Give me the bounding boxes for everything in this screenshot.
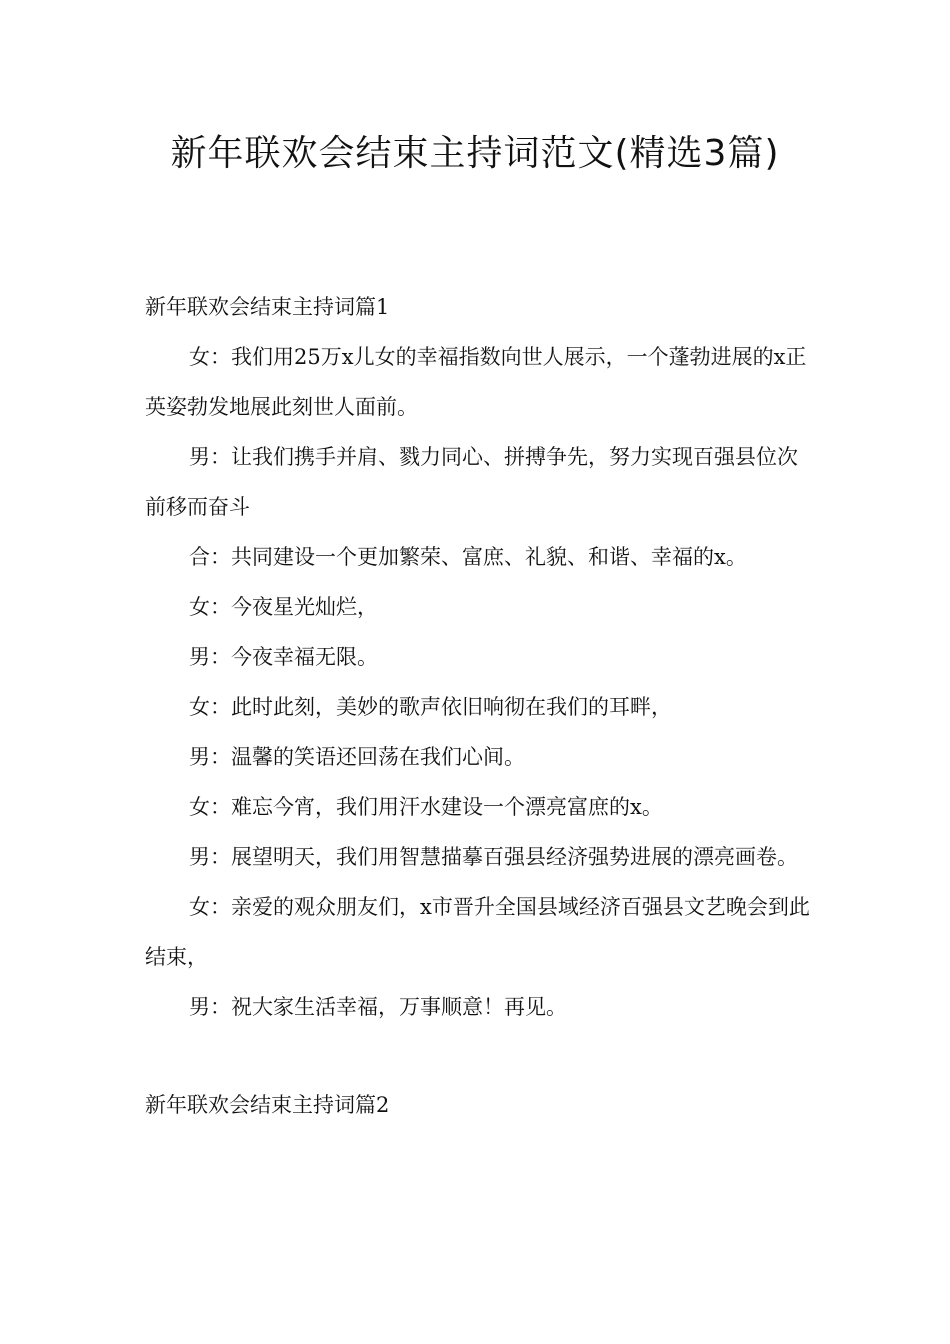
dialogue-paragraph: 女：亲爱的观众朋友们，x市晋升全国县域经济百强县文艺晚会到此结束， — [145, 895, 810, 969]
dialogue-paragraph: 女：今夜星光灿烂， — [189, 595, 378, 619]
dialogue-paragraph: 男：温馨的笑语还回荡在我们心间。 — [189, 745, 525, 769]
dialogue-paragraph: 男：今夜幸福无限。 — [189, 645, 378, 669]
document-body — [145, 282, 810, 1130]
dialogue-paragraph: 女：此时此刻，美妙的歌声依旧响彻在我们的耳畔， — [189, 695, 672, 719]
dialogue-paragraph: 男：让我们携手并肩、戮力同心、拼搏争先，努力实现百强县位次前移而奋斗 — [145, 445, 798, 519]
section-heading: 新年联欢会结束主持词篇2 — [145, 1093, 390, 1117]
section-spacer — [145, 1032, 810, 1080]
section-heading: 新年联欢会结束主持词篇1 — [145, 295, 390, 319]
dialogue-paragraph: 合：共同建设一个更加繁荣、富庶、礼貌、和谐、幸福的x。 — [189, 545, 747, 569]
dialogue-paragraph: 女：难忘今宵，我们用汗水建设一个漂亮富庶的x。 — [189, 795, 663, 819]
dialogue-paragraph: 男：展望明天，我们用智慧描摹百强县经济强势进展的漂亮画卷。 — [189, 845, 798, 869]
document-title: 新年联欢会结束主持词范文(精选3篇) — [170, 133, 780, 174]
dialogue-paragraph: 男：祝大家生活幸福，万事顺意！再见。 — [189, 995, 567, 1019]
dialogue-paragraph: 女：我们用25万x儿女的幸福指数向世人展示，一个蓬勃进展的x正英姿勃发地展此刻世人面前。 — [145, 345, 807, 419]
